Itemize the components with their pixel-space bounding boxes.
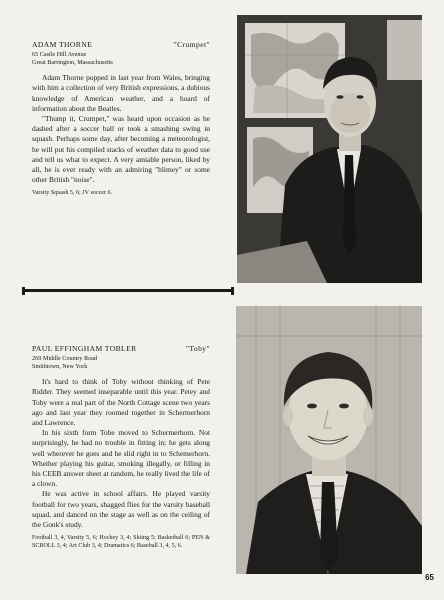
portrait-photo-thorne (237, 15, 422, 283)
activities-list: Football 3, 4, Varsity 5, 6; Hockey 3, 4; Skiing 5; Basketball 6; PEN & SCROLL 3, 4; Art Club 3, 4; Dramatics 6; Baseball 3, 4, 5, 6. (32, 535, 210, 549)
biography (32, 73, 210, 185)
address-line-2: Great Barrington, Massachusetts (32, 58, 113, 66)
portrait-photo-tobler (236, 306, 422, 574)
address-line-2: Smithtown, New York (32, 362, 88, 370)
page-number: 65 (425, 573, 434, 582)
address-line-1: 65 Castle Hill Avenue (32, 51, 87, 58)
section-divider (22, 287, 234, 295)
biography (32, 377, 210, 530)
student-nickname: "Toby" (185, 344, 210, 353)
bio-paragraph: He was active in school affairs. He played varsity football for two years, shagged flies for the varsity baseball squad, and danced on the stage as well as on the ceiling of the Gonk's study. (32, 489, 210, 530)
student-entry-tobler (32, 344, 210, 550)
name-row (32, 344, 210, 353)
bio-paragraph: It's hard to think of Toby without thinking of Pete Ridder. They seemed inseparable until this year. Petey and Toby were a real part of the North Cottage scene two years ago and last year they roomed together in Schermerhorn and Lawrence. (32, 377, 210, 427)
bio-paragraph: "Thump it, Crumpet," was heard upon occasion as he dashed after a soccer ball or took a smashing swing in squash. Perhaps some day, after becoming a meteorologist, he will put his compiled stacks of weather data to good use and tell us what to expect. A very amiable person, liked by all, he is ever ready with an admiring "blimey" or some other British "noise". (32, 114, 210, 185)
student-name: ADAM THORNE (32, 40, 93, 49)
student-entry-thorne (32, 40, 210, 198)
bio-paragraph: In his sixth form Tobe moved to Schermerhorn. Not surprisingly, he had no trouble in fitting in; he gets along well wherever he goes and he slid right in to Schemerhorn. Whether playing his guitar, smoking illegally, or filling in his CEEB answer sheet at random, he really lived the life of a clown. (32, 428, 210, 489)
student-nickname: "Crumpet" (173, 40, 210, 49)
activities-list: Varsity Squash 5, 6; JV soccer 6. (32, 190, 113, 197)
name-row (32, 40, 210, 49)
student-name: PAUL EFFINGHAM TOBLER (32, 344, 137, 353)
address-line-1: 269 Middle Country Road (32, 355, 98, 362)
bio-paragraph: Adam Thorne popped in last year from Wales, bringing with him a collection of very British expressions, a dubious knowledge of American weather, and a hoard of information about the Beatles. (32, 73, 210, 113)
